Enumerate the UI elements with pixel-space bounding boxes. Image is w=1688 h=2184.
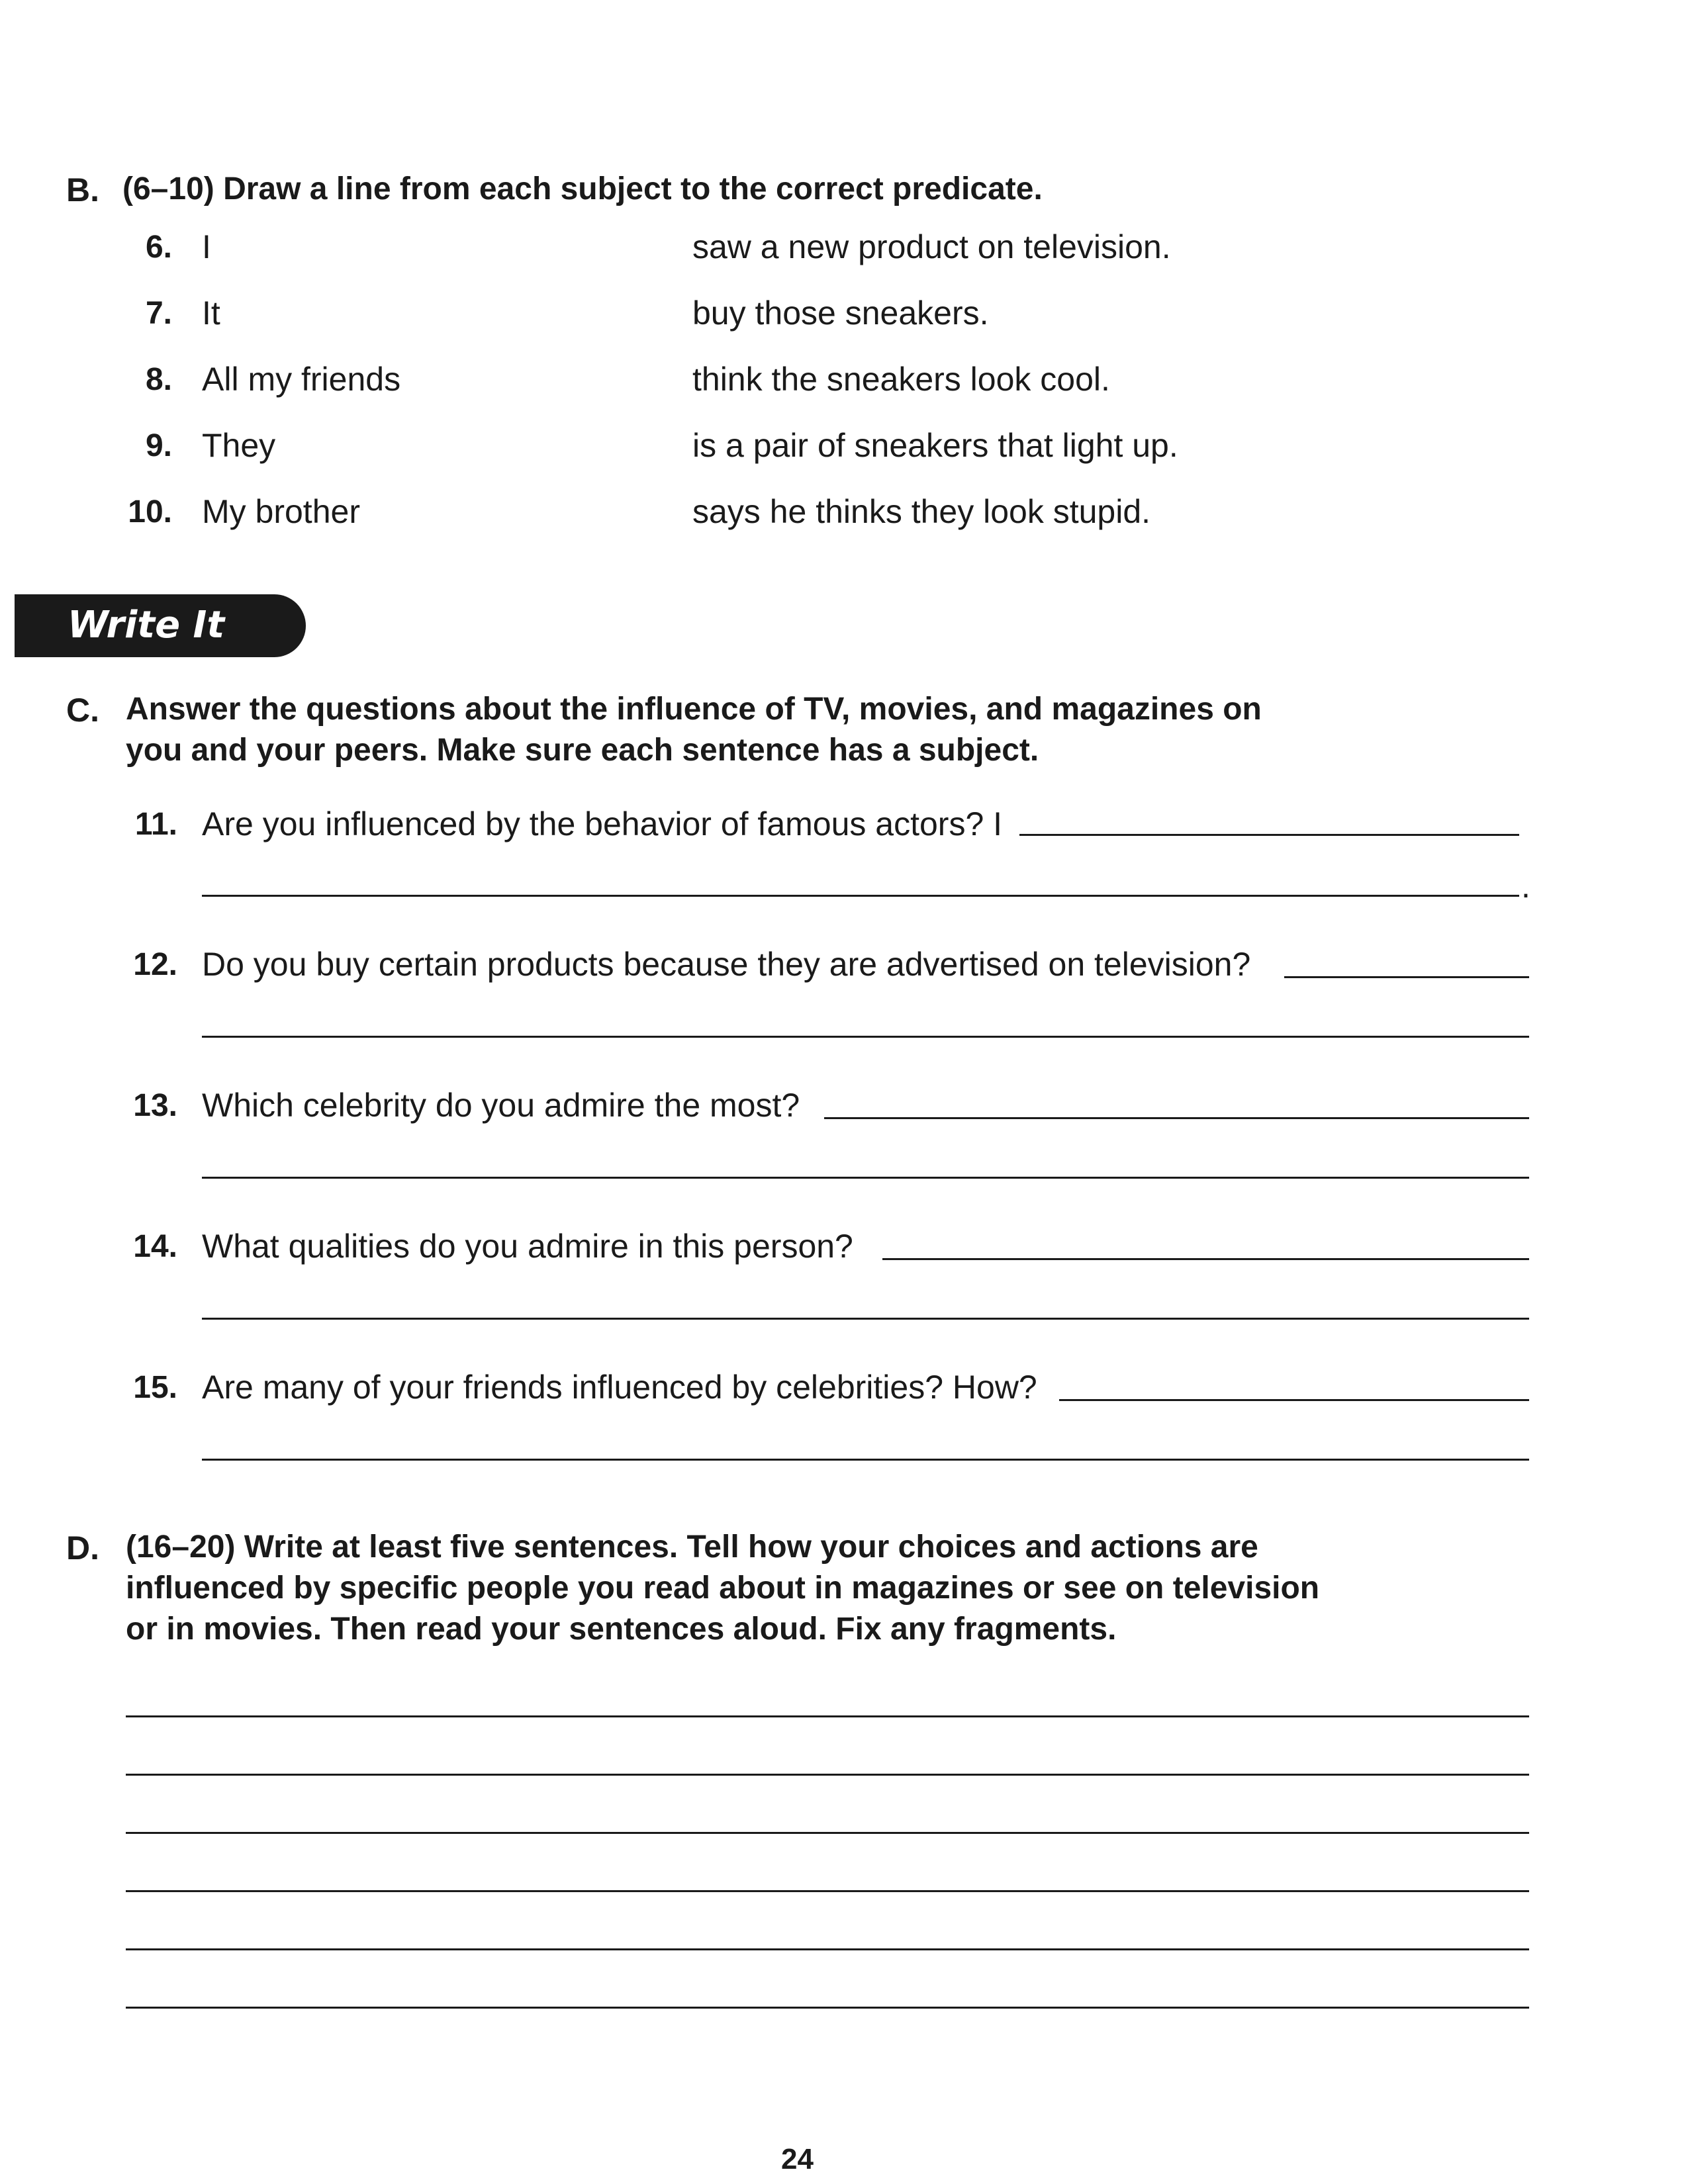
answer-line[interactable]	[1059, 1399, 1529, 1401]
question-text: What qualities do you admire in this person?	[202, 1228, 853, 1265]
banner-title: Write It	[68, 604, 225, 647]
item-predicate[interactable]: think the sneakers look cool.	[692, 361, 1110, 398]
section-c-instruction-line2: you and your peers. Make sure each sentence has a subject.	[126, 733, 1039, 768]
item-subject[interactable]: My brother	[202, 493, 360, 530]
item-predicate[interactable]: says he thinks they look stupid.	[692, 493, 1151, 530]
section-c-instruction-line1: Answer the questions about the influence of TV, movies, and magazines on	[126, 692, 1262, 727]
question-number: 14.	[133, 1229, 177, 1264]
question-text: Do you buy certain products because they are advertised on television?	[202, 946, 1251, 983]
writing-line[interactable]	[126, 1715, 1529, 1717]
item-predicate[interactable]: buy those sneakers.	[692, 295, 989, 332]
item-subject[interactable]: I	[202, 228, 211, 265]
question-number: 11.	[134, 807, 177, 842]
answer-line[interactable]	[1284, 976, 1529, 978]
writing-line[interactable]	[126, 2007, 1529, 2009]
section-b-instruction: (6–10) Draw a line from each subject to the correct predicate.	[122, 171, 1043, 206]
section-d-instruction-line3: or in movies. Then read your sentences aloud. Fix any fragments.	[126, 1612, 1117, 1647]
item-subject[interactable]: They	[202, 427, 276, 464]
item-predicate[interactable]: saw a new product on television.	[692, 228, 1171, 265]
item-number: 6.	[145, 230, 172, 265]
writing-line[interactable]	[126, 1832, 1529, 1834]
item-subject[interactable]: All my friends	[202, 361, 401, 398]
answer-line[interactable]	[1019, 834, 1519, 836]
item-number: 9.	[145, 428, 172, 463]
item-number: 8.	[145, 362, 172, 397]
item-number: 10.	[128, 494, 172, 529]
write-it-banner	[15, 594, 306, 657]
page-number: 24	[781, 2143, 814, 2175]
answer-line[interactable]	[202, 895, 1519, 897]
item-subject[interactable]: It	[202, 295, 220, 332]
answer-line[interactable]	[202, 1177, 1529, 1179]
item-predicate[interactable]: is a pair of sneakers that light up.	[692, 427, 1178, 464]
section-c-letter: C.	[66, 692, 99, 729]
section-b-letter: B.	[66, 171, 99, 208]
section-d-instruction-line2: influenced by specific people you read about in magazines or see on television	[126, 1570, 1320, 1606]
writing-line[interactable]	[126, 1948, 1529, 1950]
writing-line[interactable]	[126, 1774, 1529, 1776]
answer-line[interactable]	[202, 1036, 1529, 1038]
question-text: Are many of your friends influenced by celebrities? How?	[202, 1369, 1037, 1406]
question-number: 15.	[133, 1370, 177, 1405]
question-text: Which celebrity do you admire the most?	[202, 1087, 800, 1124]
answer-line[interactable]	[882, 1258, 1529, 1260]
answer-end-period: .	[1521, 868, 1530, 905]
writing-line[interactable]	[126, 1890, 1529, 1892]
answer-line[interactable]	[202, 1318, 1529, 1320]
answer-line[interactable]	[824, 1117, 1529, 1119]
question-number: 12.	[133, 947, 177, 982]
question-text: Are you influenced by the behavior of famous actors? I	[202, 805, 1003, 842]
answer-line[interactable]	[202, 1459, 1529, 1461]
item-number: 7.	[145, 296, 172, 331]
section-d-instruction-line1: (16–20) Write at least five sentences. Tell how your choices and actions are	[126, 1529, 1258, 1565]
section-d-letter: D.	[66, 1529, 99, 1567]
question-number: 13.	[133, 1088, 177, 1123]
